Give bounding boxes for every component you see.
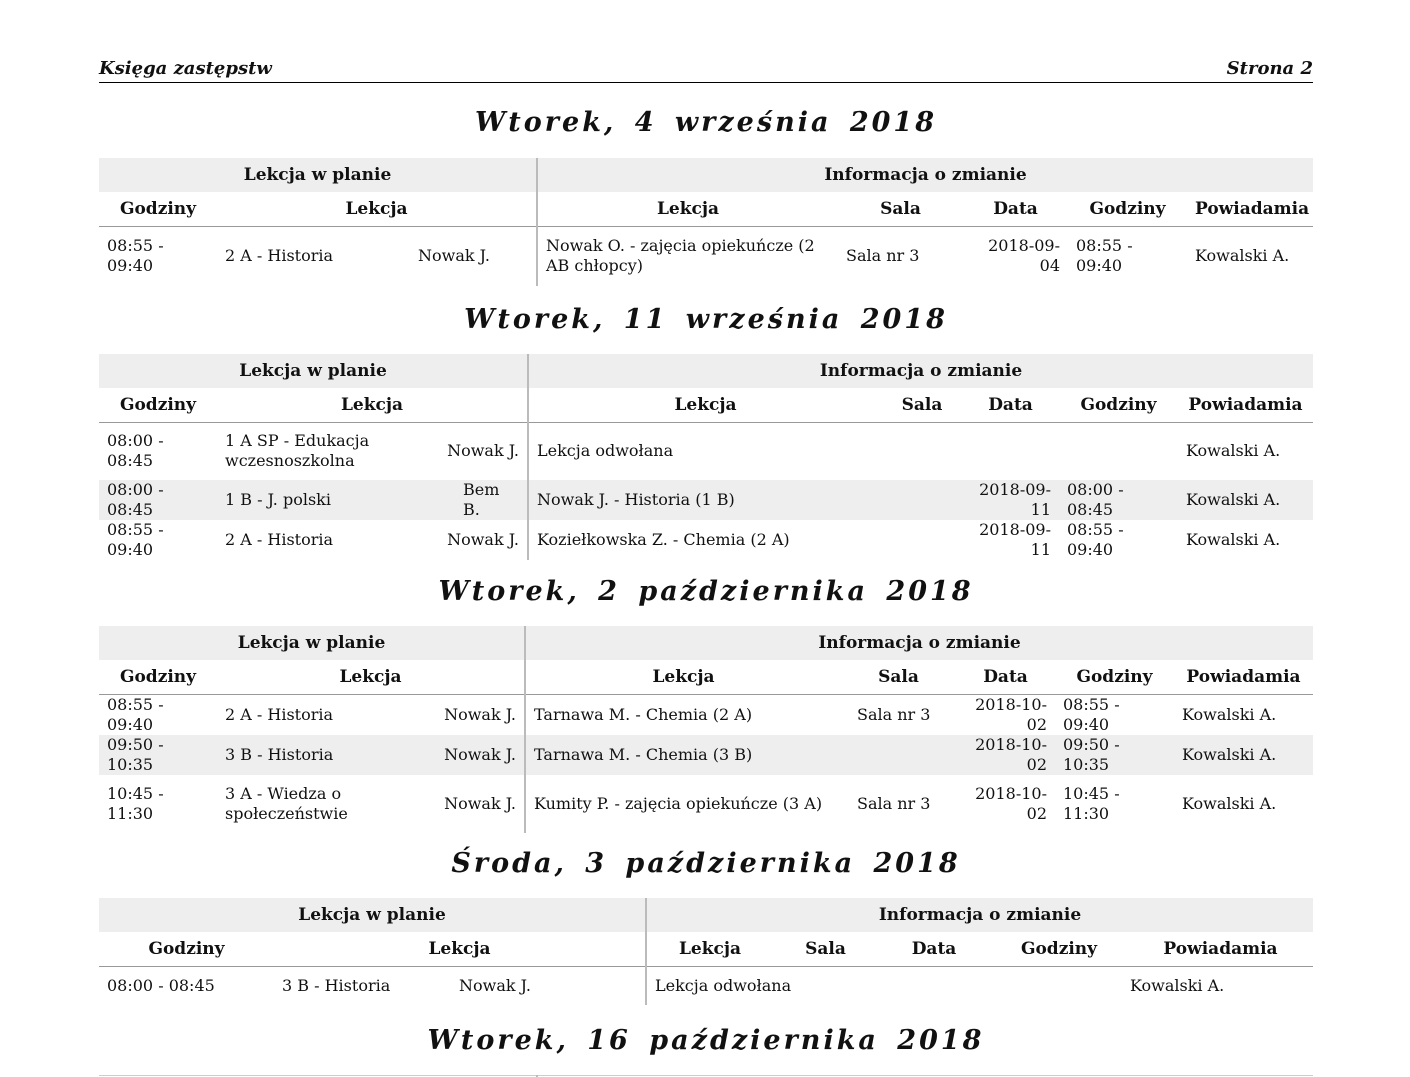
cell-teacher: Nowak J. [459, 975, 531, 995]
cell-room [882, 423, 962, 480]
cell-new-lesson: Koziełkowska Z. - Chemia (2 A) [528, 520, 882, 560]
col-notified: Powiadamia [1128, 932, 1313, 967]
cell-teacher: Bem B. [439, 480, 528, 520]
substitution-table [99, 158, 1313, 286]
table-row [99, 775, 1313, 833]
cell-lesson: 1 B - J. polski [217, 480, 439, 520]
substitution-table [99, 354, 1313, 560]
group-planned: Lekcja w planie [99, 158, 537, 192]
substitution-table [99, 898, 1313, 1005]
cell-notified: Kowalski A. [1195, 246, 1290, 266]
cell-notified: Kowalski A. [1182, 705, 1277, 724]
col-date: Data [962, 388, 1059, 423]
group-change: Informacja o zmianie [525, 626, 1313, 660]
cell-date: 2018-09-04 [988, 236, 1060, 276]
day-title: Wtorek, 4 września 2018 [474, 107, 937, 138]
table-row [99, 423, 1313, 480]
col-new-hours: Godziny [1055, 660, 1174, 695]
cell-new-hours: 10:45 - 11:30 [1063, 784, 1120, 823]
cell-new-hours: 08:55 - 09:40 [1076, 236, 1133, 276]
cell-notified: Kowalski A. [1182, 794, 1277, 813]
cell-hours: 10:45 - 11:30 [107, 784, 164, 823]
cell-room: Sala nr 3 [857, 705, 931, 724]
col-new-hours: Godziny [1059, 388, 1178, 423]
cell-hours: 08:00 - 08:45 [107, 431, 164, 471]
cell-new-lesson: Tarnawa M. - Chemia (3 B) [525, 735, 841, 775]
col-hours: Godziny [99, 932, 274, 967]
table-row [99, 480, 1313, 520]
cell-lesson: 3 A - Wiedza o społeczeństwie [225, 784, 348, 823]
cell-teacher: Nowak J. [447, 441, 519, 461]
cell-new-hours: 08:55 - 09:40 [1067, 519, 1124, 559]
col-room: Sala [882, 388, 962, 423]
col-new-lesson: Lekcja [528, 388, 882, 423]
cell-room [882, 480, 962, 520]
col-notified: Powiadamia [1174, 660, 1313, 695]
col-notified: Powiadamia [1178, 388, 1313, 423]
substitution-table [99, 626, 1313, 833]
cell-new-hours: 08:55 - 09:40 [1063, 695, 1120, 734]
day-title: Środa, 3 października 2018 [451, 848, 961, 879]
day-title: Wtorek, 11 września 2018 [464, 304, 948, 335]
cell-date [962, 423, 1059, 480]
col-hours: Godziny [99, 660, 217, 695]
cell-room: Sala nr 3 [857, 794, 931, 813]
cell-notified: Kowalski A. [1186, 529, 1281, 549]
col-hours: Godziny [99, 192, 217, 227]
cell-new-hours: 09:50 - 10:35 [1055, 735, 1174, 775]
cell-hours: 09:50 - 10:35 [99, 735, 217, 775]
col-new-hours: Godziny [1068, 192, 1187, 227]
cell-hours: 08:55 - 09:40 [107, 695, 164, 734]
document-title: Księga zastępstw [99, 58, 272, 79]
cell-new-hours: 08:00 - 08:45 [1059, 480, 1178, 520]
cell-date: 2018-10-02 [975, 695, 1047, 734]
col-room: Sala [773, 932, 878, 967]
cell-teacher: Nowak J. [418, 246, 490, 266]
col-room: Sala [838, 192, 963, 227]
col-date: Data [963, 192, 1068, 227]
cell-date: 2018-09-11 [962, 480, 1059, 520]
table-row [99, 735, 1313, 775]
cell-lesson: 3 B - Historia [282, 975, 391, 995]
col-new-lesson: Lekcja [525, 660, 841, 695]
col-hours: Godziny [99, 388, 217, 423]
cell-new-hours [1059, 423, 1178, 480]
col-new-hours: Godziny [990, 932, 1128, 967]
col-room: Sala [841, 660, 956, 695]
page-header [99, 56, 1313, 83]
cell-date [878, 967, 990, 1005]
cell-teacher: Nowak J. [447, 529, 519, 549]
cell-notified: Kowalski A. [1174, 735, 1313, 775]
group-change: Informacja o zmianie [537, 158, 1313, 192]
col-lesson: Lekcja [274, 932, 646, 967]
cell-lesson: 2 A - Historia [225, 246, 334, 266]
group-planned: Lekcja w planie [99, 626, 525, 660]
cell-new-lesson: Nowak J. - Historia (1 B) [528, 480, 882, 520]
page-number: Strona 2 [1226, 58, 1313, 79]
group-change: Informacja o zmianie [646, 898, 1313, 932]
cell-new-lesson: Kumity P. - zajęcia opiekuńcze (3 A) [525, 775, 841, 833]
day-title: Wtorek, 2 października 2018 [438, 576, 974, 607]
cell-new-hours [990, 967, 1128, 1005]
col-lesson: Lekcja [217, 660, 525, 695]
cell-date: 2018-10-02 [956, 735, 1055, 775]
cell-hours: 08:55 - 09:40 [107, 236, 164, 276]
day-title: Wtorek, 16 października 2018 [427, 1025, 985, 1056]
cell-hours: 08:00 - 08:45 [99, 480, 217, 520]
col-new-lesson: Lekcja [646, 932, 773, 967]
col-date: Data [956, 660, 1055, 695]
col-new-lesson: Lekcja [537, 192, 838, 227]
group-planned: Lekcja w planie [99, 354, 528, 388]
cell-room [841, 735, 956, 775]
cell-teacher: Nowak J. [444, 705, 516, 724]
group-planned: Lekcja w planie [99, 898, 646, 932]
cell-date: 2018-10-02 [975, 784, 1047, 823]
cell-teacher: Nowak J. [444, 794, 516, 813]
next-table-edge [99, 1075, 1313, 1076]
cell-notified: Kowalski A. [1178, 480, 1313, 520]
cell-teacher: Nowak J. [435, 735, 525, 775]
cell-new-lesson: Lekcja odwołana [528, 423, 882, 480]
table-row [99, 520, 1313, 560]
col-lesson: Lekcja [217, 388, 528, 423]
col-notified: Powiadamia [1187, 192, 1313, 227]
col-lesson: Lekcja [217, 192, 537, 227]
col-date: Data [878, 932, 990, 967]
cell-notified: Kowalski A. [1130, 975, 1225, 995]
table-row [99, 967, 1313, 1005]
cell-lesson: 3 B - Historia [217, 735, 435, 775]
cell-date: 2018-09-11 [979, 519, 1051, 559]
cell-room: Sala nr 3 [846, 246, 920, 266]
cell-new-lesson: Nowak O. - zajęcia opiekuńcze (2 AB chłopcy) [537, 227, 838, 286]
cell-hours: 08:55 - 09:40 [107, 519, 164, 559]
cell-lesson: 2 A - Historia [225, 529, 334, 549]
table-row [99, 227, 1313, 286]
cell-new-lesson: Lekcja odwołana [646, 967, 878, 1005]
cell-hours: 08:00 - 08:45 [107, 975, 215, 995]
table-row [99, 695, 1313, 736]
cell-room [882, 520, 962, 560]
cell-lesson: 2 A - Historia [225, 705, 334, 724]
cell-notified: Kowalski A. [1186, 441, 1281, 461]
cell-lesson: 1 A SP - Edukacja wczesnoszkolna [225, 431, 370, 471]
group-change: Informacja o zmianie [528, 354, 1313, 388]
cell-new-lesson: Tarnawa M. - Chemia (2 A) [525, 695, 841, 736]
